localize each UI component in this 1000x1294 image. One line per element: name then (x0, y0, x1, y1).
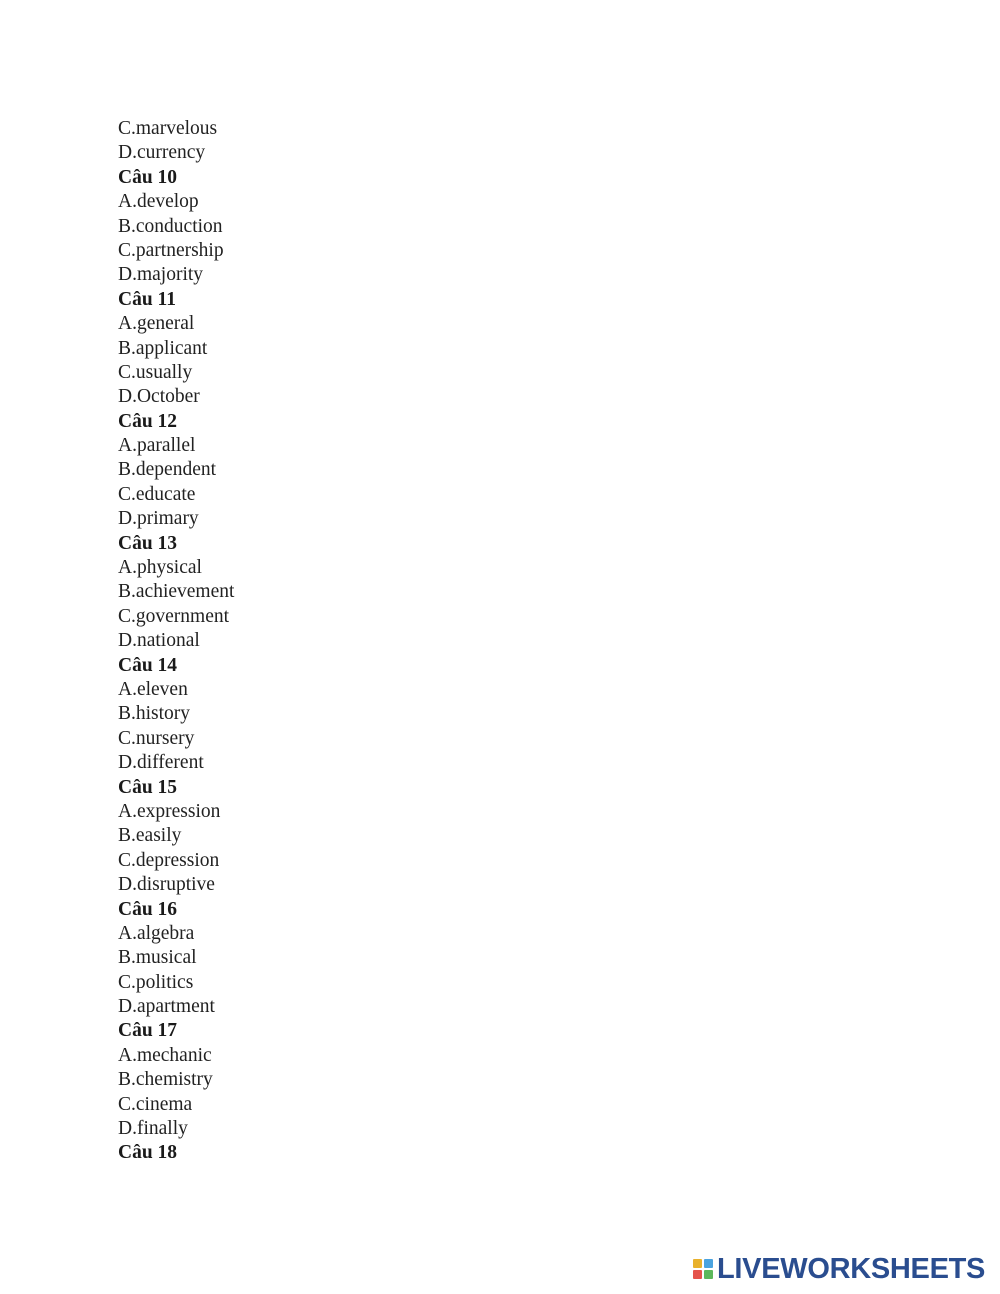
answer-option: B.achievement (118, 581, 235, 603)
answer-option: D.disruptive (118, 874, 215, 896)
answer-option: C.depression (118, 849, 220, 871)
liveworksheets-logo-text: LIVEWORKSHEETS (717, 1253, 986, 1285)
question-heading: Câu 15 (118, 776, 178, 798)
answer-option: C.marvelous (118, 118, 218, 139)
answer-option: B.dependent (118, 459, 217, 481)
answer-option: D.primary (118, 508, 199, 530)
answer-option: A.general (118, 313, 195, 335)
answer-option: D.different (118, 752, 204, 774)
answer-option: A.develop (118, 191, 199, 213)
question-heading: Câu 14 (118, 654, 178, 676)
answer-option: C.politics (118, 971, 194, 993)
liveworksheets-logo-icon (693, 1259, 713, 1279)
answer-option: C.usually (118, 361, 193, 383)
answer-option: B.history (118, 703, 191, 725)
answer-option: A.expression (118, 800, 221, 822)
answer-option: B.musical (118, 947, 197, 969)
answer-option: D.apartment (118, 996, 215, 1018)
answer-option: D.finally (118, 1118, 188, 1140)
answer-option: C.government (118, 605, 230, 627)
answer-option: A.parallel (118, 435, 196, 457)
answer-option: B.applicant (118, 337, 208, 359)
answer-option: D.currency (118, 142, 206, 164)
answer-option: D.October (118, 386, 200, 408)
logo-square-2 (704, 1259, 713, 1268)
answer-option: C.nursery (118, 727, 195, 749)
answer-option: C.cinema (118, 1093, 193, 1115)
answer-option: B.easily (118, 825, 182, 847)
question-heading: Câu 17 (118, 1020, 178, 1042)
answer-option: D.national (118, 630, 200, 652)
question-heading: Câu 18 (118, 1142, 178, 1164)
answer-option: D.majority (118, 264, 204, 286)
answer-option: C.educate (118, 483, 196, 505)
logo-square-1 (693, 1259, 702, 1268)
worksheet-content (118, 117, 518, 1166)
answer-option: A.physical (118, 557, 202, 579)
question-heading: Câu 13 (118, 532, 178, 554)
answer-option: A.eleven (118, 678, 188, 700)
liveworksheets-logo (693, 1253, 985, 1285)
question-heading: Câu 11 (118, 288, 176, 310)
answer-option: A.mechanic (118, 1044, 212, 1066)
answer-option: B.chemistry (118, 1069, 213, 1091)
answer-option: C.partnership (118, 239, 224, 261)
question-heading: Câu 10 (118, 166, 178, 188)
question-heading: Câu 12 (118, 410, 178, 432)
answer-option: A.algebra (118, 922, 195, 944)
question-heading: Câu 16 (118, 898, 178, 920)
logo-square-3 (693, 1270, 702, 1279)
answer-option: B.conduction (118, 215, 223, 237)
logo-square-4 (704, 1270, 713, 1279)
